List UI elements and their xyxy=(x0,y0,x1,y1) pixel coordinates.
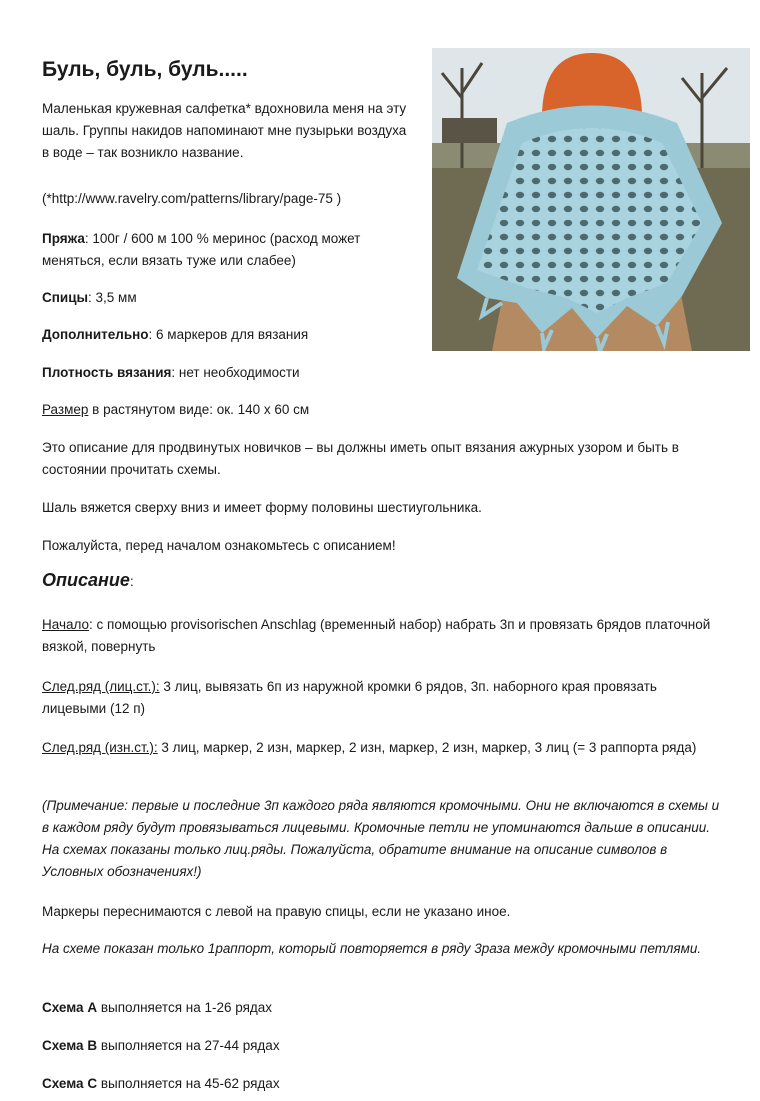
schema-b-value: выполняется на 27-44 рядах xyxy=(97,1038,280,1053)
schema-a-line xyxy=(42,997,722,1019)
row2-line xyxy=(42,737,722,759)
yarn-label: Пряжа xyxy=(42,231,85,246)
source-link[interactable]: (*http://www.ravelry.com/patterns/library/page-75 ) xyxy=(42,191,342,206)
extra-label: Дополнительно xyxy=(42,327,149,342)
size-label: Размер xyxy=(42,402,89,417)
note-text: (Примечание: первые и последние 3п каждого ряда являются кромочными. Они не включаются в схемы и в каждом ряду будут провязываться лицевыми. Кромочные петли не упоминаются дальше в описании. На схемах показаны только лиц.ряды. Пожалуйста, обратите внимание на описание символов в Условных обозначениях!) xyxy=(42,798,720,879)
level-paragraph: Это описание для продвинутых новичков – вы должны иметь опыт вязания ажурных узором и быть в состоянии прочитать схемы. xyxy=(42,440,679,477)
row1-value: 3 лиц, вывязать 6п из наружной кромки 6 рядов, 3п. наборного края провязать лицевыми (12 п) xyxy=(42,679,657,716)
note-paragraph xyxy=(42,795,722,883)
size-value: в растянутом виде: ок. 140 х 60 см xyxy=(88,402,310,417)
intro-paragraph: Маленькая кружевная салфетка* вдохновила меня на эту шаль. Группы накидов напоминают мне пузырьки воздуха в воде – так возникло название. xyxy=(42,101,407,160)
schema-c-line xyxy=(42,1073,722,1095)
row1-label: След.ряд (лиц.ст.): xyxy=(42,679,160,694)
markers-paragraph: Маркеры переснимаются с левой на правую спицы, если не указано иное. xyxy=(42,904,511,919)
schema-a-value: выполняется на 1-26 рядах xyxy=(97,1000,273,1015)
schema-b-line xyxy=(42,1035,722,1057)
row1-line xyxy=(42,676,722,720)
schema-b-label: Схема В xyxy=(42,1038,98,1053)
bench xyxy=(442,118,497,143)
page-title: Буль, буль, буль..... xyxy=(42,58,248,81)
gauge-line xyxy=(42,362,412,384)
needles-line xyxy=(42,287,412,309)
schema-c-value: выполняется на 45-62 рядах xyxy=(97,1076,280,1091)
extra-line xyxy=(42,324,412,346)
extra-value: : 6 маркеров для вязания xyxy=(148,327,309,342)
row2-value: 3 лиц, маркер, 2 изн, маркер, 2 изн, маркер, 2 изн, маркер, 3 лиц (= 3 раппорта ряда) xyxy=(157,740,697,755)
yarn-value: : 100г / 600 м 100 % меринос (расход может меняться, если вязать туже или слабее) xyxy=(42,231,361,268)
size-line xyxy=(42,399,722,421)
start-label: Начало xyxy=(42,617,90,632)
gauge-value: : нет необходимости xyxy=(171,365,300,380)
needles-label: Спицы xyxy=(42,290,89,305)
row2-label: След.ряд (изн.ст.): xyxy=(42,740,158,755)
shawl-photo-illustration xyxy=(432,48,750,351)
section-colon: : xyxy=(129,573,134,589)
section-title-text: Описание xyxy=(42,570,130,590)
needles-value: : 3,5 мм xyxy=(88,290,137,305)
repeat-paragraph xyxy=(42,938,722,960)
repeat-text: На схеме показан только 1раппорт, который повторяется в ряду 3раза между кромочными петлями. xyxy=(42,941,702,956)
start-line xyxy=(42,614,722,658)
please-paragraph: Пожалуйста, перед началом ознакомьтесь с описанием! xyxy=(42,538,396,553)
schema-a-label: Схема А xyxy=(42,1000,98,1015)
start-value: : с помощью provisorischen Anschlag (временный набор) набрать 3п и провязать 6рядов платочной вязкой, повернуть xyxy=(42,617,711,654)
gauge-label: Плотность вязания xyxy=(42,365,172,380)
shawl-photo xyxy=(432,48,750,351)
schema-c-label: Схема С xyxy=(42,1076,98,1091)
shape-paragraph: Шаль вяжется сверху вниз и имеет форму половины шестиугольника. xyxy=(42,500,482,515)
yarn-line xyxy=(42,228,412,272)
section-title xyxy=(42,570,134,591)
